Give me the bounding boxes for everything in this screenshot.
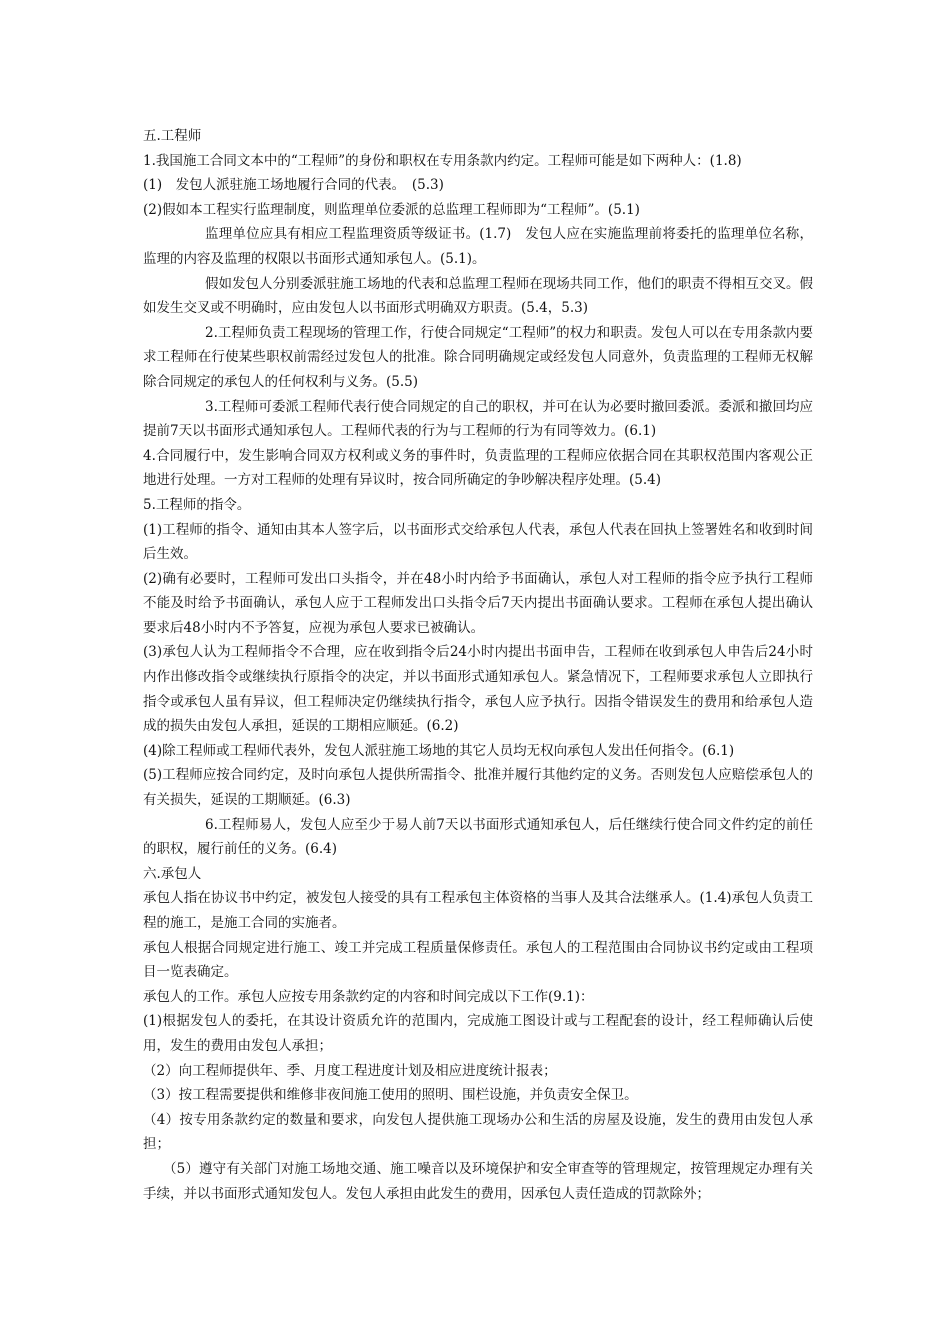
section-heading-contractor: 六.承包人 <box>143 865 202 882</box>
list-item-6-4: （4）按专用条款约定的数量和要求，向发包人提供施工现场办公和生活的房屋及设施，发生的费用由发包人承担； <box>143 1111 813 1153</box>
paragraph-5-1-2: (2)假如本工程实行监理制度，则监理单位委派的总监理工程师即为“工程师”。(5.1) <box>143 201 640 218</box>
paragraph-5-2: 2.工程师负责工程现场的管理工作，行使合同规定“工程师”的权力和职责。发包人可以在专用条款内要求工程师在行使某些职权前需经过发包人的批准。除合同明确规定或经发包人同意外，负责监理的工程师无权解除合同规定的承包人的任何权利与义务。(5.5) <box>143 324 813 390</box>
paragraph-5-1-4: 假如发包人分别委派驻施工场地的代表和总监理工程师在现场共同工作，他们的职责不得相互交叉。假如发生交叉或不明确时，应由发包人以书面形式明确双方职责。(5.4，5.3) <box>143 275 813 317</box>
paragraph-5-5-3: (3)承包人认为工程师指令不合理，应在收到指令后24小时内提出书面申告，工程师在收到承包人申告后24小时内作出修改指令或继续执行原指令的决定，并以书面形式通知承包人。紧急情况下，工程师要求承包人立即执行指令或承包人虽有异议，但工程师决定仍继续执行指令，承包人应予执行。因指令错误发生的费用和给承包人造成的损失由发包人承担，延误的工期相应顺延。(6.2) <box>143 644 813 735</box>
paragraph-5-5-2: (2)确有必要时，工程师可发出口头指令，并在48小时内给予书面确认，承包人对工程师的指令应予执行工程师不能及时给予书面确认，承包人应于工程师发出口头指令后7天内提出书面确认要求。工程师在承包人提出确认要求后48小时内不予答复，应视为承包人要求已被确认。 <box>143 570 813 636</box>
list-item-6-1: (1)根据发包人的委托，在其设计资质允许的范围内，完成施工图设计或与工程配套的设计，经工程师确认后使用，发生的费用由发包人承担； <box>143 1013 813 1054</box>
paragraph-5-5-5: (5)工程师应按合同约定，及时向承包人提供所需指令、批准并履行其他约定的义务。否则发包人应赔偿承包人的有关损失，延误的工期顺延。(6.3) <box>143 767 813 809</box>
paragraph-5-4: 4.合同履行中，发生影响合同双方权利或义务的事件时，负责监理的工程师应依据合同在其职权范围内客观公正地进行处理。一方对工程师的处理有异议时，按合同所确定的争吵解决程序处理。(5.4) <box>143 447 813 489</box>
paragraph-5-1-1: (1) 发包人派驻施工场地履行合同的代表。 (5.3) <box>143 177 444 194</box>
paragraph-5-6: 6.工程师易人，发包人应至少于易人前7天以书面形式通知承包人，后任继续行使合同文件约定的前任的职权，履行前任的义务。(6.4) <box>143 816 813 858</box>
paragraph-5-1-3: 监理单位应具有相应工程监理资质等级证书。(1.7) 发包人应在实施监理前将委托的监理单位名称，监理的内容及监理的权限以书面形式通知承包人。(5.1)。 <box>143 226 813 267</box>
list-item-6-5: （5）遵守有关部门对施工场地交通、施工噪音以及环境保护和安全审查等的管理规定，按管理规定办理有关手续，并以书面形式通知发包人。发包人承担由此发生的费用，因承包人责任造成的罚款除外； <box>143 1160 813 1202</box>
paragraph-5-3: 3.工程师可委派工程师代表行使合同规定的自己的职权，并可在认为必要时撤回委派。委派和撤回均应提前7天以书面形式通知承包人。工程师代表的行为与工程师的行为有同等效力。(6.1) <box>143 398 813 440</box>
paragraph-6-2: 承包人根据合同规定进行施工、竣工并完成工程质量保修责任。承包人的工程范围由合同协议书约定或由工程项目一览表确定。 <box>143 939 813 981</box>
paragraph-5-5: 5.工程师的指令。 <box>143 496 251 513</box>
paragraph-5-5-1: (1)工程师的指令、通知由其本人签字后，以书面形式交给承包人代表，承包人代表在回执上签署姓名和收到时间后生效。 <box>143 521 813 563</box>
list-item-6-3: （3）按工程需要提供和维修非夜间施工使用的照明、围栏设施，并负责安全保卫。 <box>143 1087 638 1104</box>
paragraph-6-1: 承包人指在协议书中约定，被发包人接受的具有工程承包主体资格的当事人及其合法继承人。(1.4)承包人负责工程的施工，是施工合同的实施者。 <box>143 890 813 931</box>
paragraph-5-1: 1.我国施工合同文本中的“工程师”的身份和职权在专用条款内约定。工程师可能是如下两种人：(1.8) <box>143 152 742 169</box>
paragraph-6-3: 承包人的工作。承包人应按专用条款约定的内容和时间完成以下工作(9.1)： <box>143 988 594 1005</box>
document-body <box>143 124 813 1206</box>
list-item-6-2: （2）向工程师提供年、季、月度工程进度计划及相应进度统计报表； <box>143 1062 557 1079</box>
section-heading-engineer: 五.工程师 <box>143 128 202 144</box>
paragraph-5-5-4: (4)除工程师或工程师代表外，发包人派驻施工场地的其它人员均无权向承包人发出任何指令。(6.1) <box>143 742 735 759</box>
